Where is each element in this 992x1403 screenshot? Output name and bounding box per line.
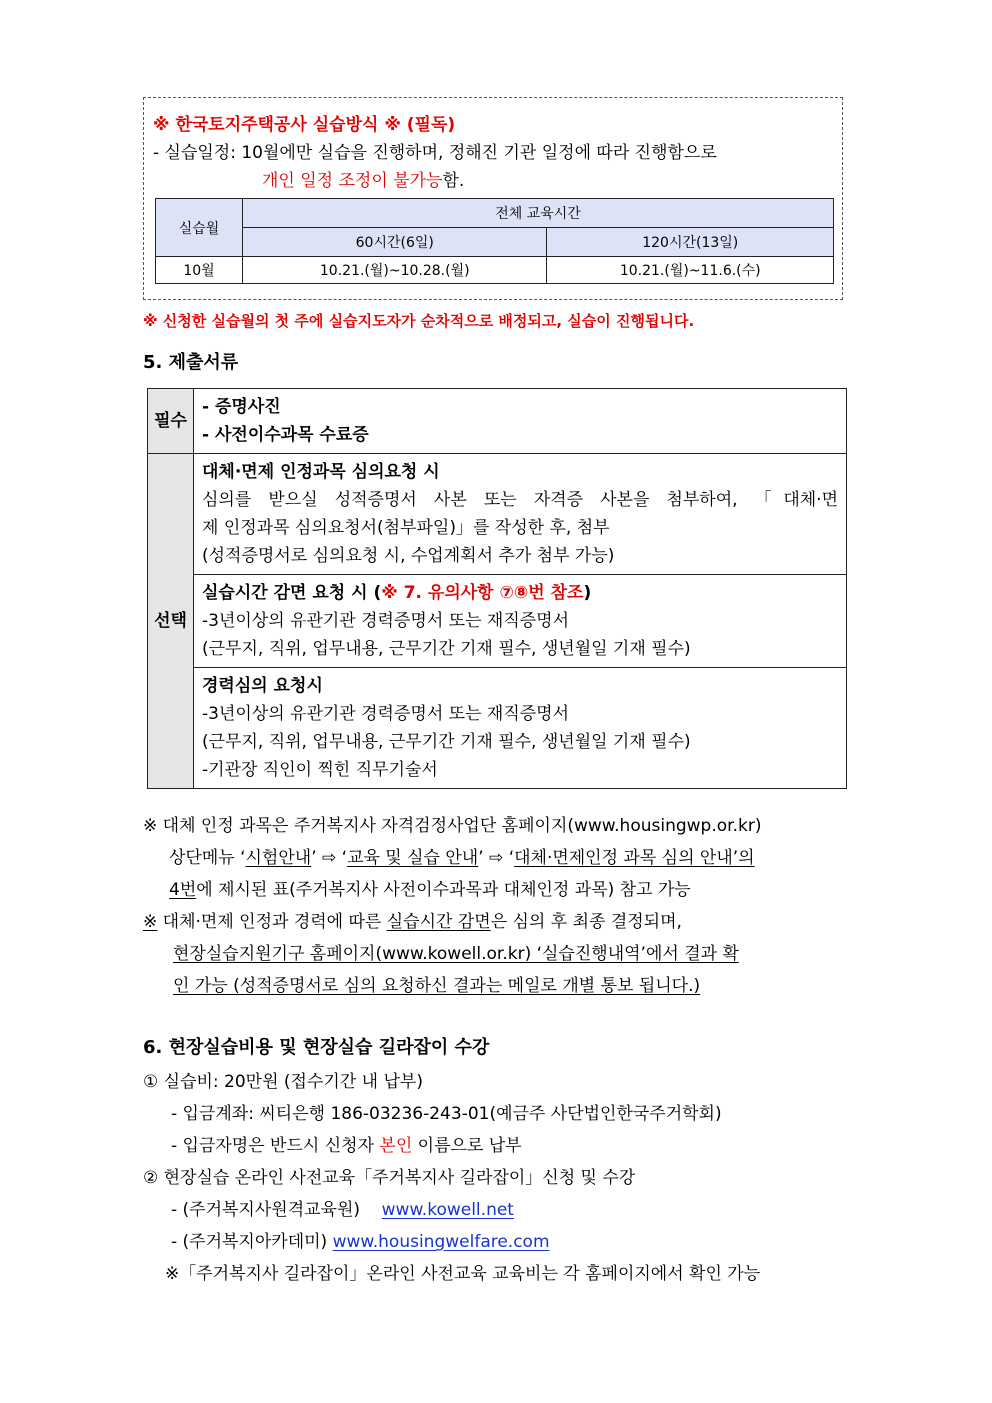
block-line: 심의를 받으실 성적증명서 사본 또는 자격증 사본을 첨부하여, 「대체·면: [202, 490, 838, 510]
row-60-period: 10.21.(월)~10.28.(월): [243, 257, 547, 284]
hours-120-header: 120시간(13일): [547, 228, 834, 257]
note-2-line-1: [143, 906, 853, 938]
site-label: - (주거복지아카데미): [171, 1232, 328, 1252]
schedule-table: [155, 198, 834, 284]
note-underlined: 시험안내: [245, 848, 312, 868]
optional-block-reduction: [194, 575, 847, 668]
notes-section: [143, 810, 853, 1002]
section-6-title: 6. 현장실습비용 및 현장실습 길라잡이 수강: [143, 1037, 490, 1058]
note-underlined: 대체·면제인정 과목 심의 안내’의: [514, 848, 755, 868]
note-text: ’ ⇨ ‘: [311, 848, 348, 868]
site-2-line: [143, 1226, 760, 1258]
notice-title: ※ 한국토지주택공사 실습방식 ※ (필독): [153, 115, 456, 135]
note-text: 에 제시된 표(주거복지사 사전이수과목과 대체인정 과목) 참고 가능: [196, 880, 691, 900]
month-header: 실습월: [156, 199, 243, 257]
account-line: - 입금계좌: 씨티은행 186-03236-243-01(예금주 사단법인한국주거학회): [171, 1104, 722, 1124]
note-underlined: 교육 및 실습 안내: [347, 848, 479, 868]
note-underlined: 실습시간 감면: [386, 912, 491, 932]
kowell-link[interactable]: www.kowell.net: [381, 1200, 514, 1220]
block-line: (성적증명서로 심의요청 시, 수업계획서 추가 첨부 가능): [202, 546, 615, 566]
block-line: (근무지, 직위, 업무내용, 근무기간 기재 필수, 생년월일 기재 필수): [202, 732, 691, 752]
block-heading-reference: ※ 7. 유의사항 ⑦⑧번 참조: [381, 583, 584, 603]
note-1-line-1: ※ 대체 인정 과목은 주거복지사 자격검정사업단 홈페이지(www.housingwp.or.kr): [143, 816, 762, 836]
block-heading: [202, 579, 838, 607]
housingwelfare-link[interactable]: www.housingwelfare.com: [332, 1232, 550, 1252]
note-1-line-3: [143, 874, 853, 906]
notice-line-tail: 함.: [442, 171, 465, 191]
block-line: -3년이상의 유관기관 경력증명서 또는 재직증명서: [202, 611, 570, 631]
list-item: - 사전이수과목 수료증: [202, 425, 369, 445]
fee-section: [143, 1066, 760, 1290]
table-row: [156, 257, 834, 284]
note-text: 대체·면제 인정과 경력에 따른: [157, 912, 387, 932]
block-heading: 대체·면제 인정과목 심의요청 시: [202, 462, 440, 482]
documents-table: [147, 388, 847, 789]
fee-item-2: ② 현장실습 온라인 사전교육「주거복지사 길라잡이」신청 및 수강: [143, 1168, 636, 1188]
hours-60-header: 60시간(6일): [243, 228, 547, 257]
block-heading-close: ): [583, 583, 592, 603]
note-text: 은 심의 후 최종 결정되며,: [490, 912, 682, 932]
row-month: 10월: [156, 257, 243, 284]
list-item: - 증명사진: [202, 397, 281, 417]
depositor-text: 이름으로 납부: [412, 1136, 522, 1156]
note-text: 상단메뉴 ‘: [169, 848, 246, 868]
note-underlined: 4번: [169, 880, 197, 900]
block-line: (근무지, 직위, 업무내용, 근무기간 기재 필수, 생년월일 기재 필수): [202, 639, 691, 659]
note-2-line-3: 인 가능 (성적증명서로 심의 요청하신 결과는 메일로 개별 통보 됩니다.): [173, 976, 701, 996]
row-120-period: 10.21.(월)~11.6.(수): [547, 257, 834, 284]
notice-schedule-line: - 실습일정: 10월에만 실습을 진행하며, 정해진 기관 일정에 따라 진행함으로: [153, 143, 717, 163]
optional-block-exemption: [194, 454, 847, 575]
section-5-title: 5. 제출서류: [143, 352, 239, 373]
total-hours-header: 전체 교육시간: [243, 199, 834, 228]
block-line: -기관장 직인이 찍힌 직무기술서: [202, 760, 438, 780]
note-text: ’ ⇨ ‘: [478, 848, 515, 868]
notice-warning-text: 개인 일정 조정이 불가능: [262, 171, 443, 191]
footnote: ※「주거복지사 길라잡이」온라인 사전교육 교육비는 각 홈페이지에서 확인 가능: [165, 1264, 761, 1284]
block-line: 제 인정과목 심의요청서(첨부파일)」를 작성한 후, 첨부: [202, 518, 610, 538]
block-heading: 경력심의 요청시: [202, 676, 323, 696]
assignment-note: ※ 신청한 실습월의 첫 주에 실습지도자가 순차적으로 배정되고, 실습이 진행됩니다.: [143, 312, 695, 330]
note-1-line-2: [143, 842, 853, 874]
block-heading-text: 실습시간 감면 요청 시 (: [202, 583, 382, 603]
required-label: 필수: [148, 389, 194, 454]
depositor-line: [143, 1130, 760, 1162]
note-mark: ※: [143, 912, 158, 932]
site-1-line: [143, 1194, 760, 1226]
site-label: - (주거복지사원격교육원): [171, 1200, 361, 1220]
block-line: -3년이상의 유관기관 경력증명서 또는 재직증명서: [202, 704, 570, 724]
notice-schedule-line-2: [262, 166, 464, 191]
required-items: [194, 389, 847, 454]
note-2-line-2: 현장실습지원기구 홈페이지(www.kowell.or.kr) ‘실습진행내역’에서 결과 확: [173, 944, 739, 964]
depositor-text: - 입금자명은 반드시 신청자: [171, 1136, 380, 1156]
optional-block-career: [194, 668, 847, 789]
depositor-emphasis: 본인: [379, 1136, 413, 1156]
optional-label: 선택: [148, 454, 194, 789]
fee-item-1: ① 실습비: 20만원 (접수기간 내 납부): [143, 1072, 423, 1092]
